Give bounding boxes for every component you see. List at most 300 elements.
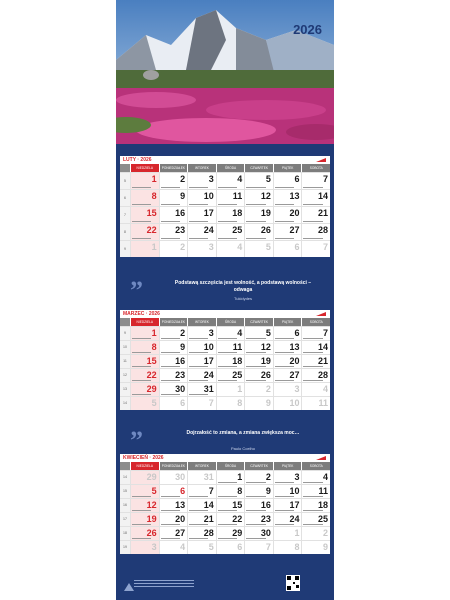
- day-number: 2: [323, 528, 329, 538]
- day-number: 17: [289, 500, 300, 510]
- nameday-text: [303, 524, 322, 525]
- day-cell: [301, 190, 330, 206]
- day-number: 26: [260, 370, 271, 380]
- week-number: 14: [120, 397, 130, 410]
- nameday-text: [161, 496, 180, 497]
- day-number: 4: [237, 328, 243, 338]
- day-number: 11: [232, 191, 243, 201]
- nameday-text: [189, 238, 208, 239]
- day-cell: [244, 327, 273, 340]
- day-number: 7: [323, 242, 329, 252]
- day-number: 3: [151, 542, 157, 552]
- day-cell: [130, 224, 159, 240]
- day-cell: [273, 369, 302, 382]
- day-number: 20: [289, 356, 300, 366]
- nameday-text: [132, 338, 151, 339]
- nameday-text: [161, 338, 180, 339]
- week-number: 7: [120, 207, 130, 223]
- day-number: 22: [146, 370, 157, 380]
- day-cell: [159, 397, 188, 410]
- day-cell: [244, 355, 273, 368]
- day-cell: [216, 513, 245, 526]
- nameday-text: [218, 238, 237, 239]
- day-number: 2: [180, 174, 186, 184]
- wall-calendar: [116, 0, 334, 600]
- day-cell: [244, 173, 273, 189]
- day-cell: [273, 513, 302, 526]
- nameday-text: [246, 538, 265, 539]
- day-number: 1: [151, 328, 157, 338]
- nameday-text: [246, 338, 265, 339]
- week-row: [120, 368, 330, 382]
- day-cell: [187, 327, 216, 340]
- week-number: 12: [120, 369, 130, 382]
- nameday-text: [161, 394, 180, 395]
- nameday-text: [246, 524, 265, 525]
- day-cell: [130, 499, 159, 512]
- week-row: [120, 396, 330, 410]
- nameday-text: [303, 496, 322, 497]
- day-number: 24: [203, 225, 214, 235]
- nameday-text: [275, 510, 294, 511]
- day-cell: [159, 341, 188, 354]
- day-cell: [130, 541, 159, 554]
- day-cell: [216, 207, 245, 223]
- week-row: [120, 484, 330, 498]
- day-number: 14: [318, 342, 329, 352]
- day-number: 1: [237, 472, 243, 482]
- day-cell: [301, 173, 330, 189]
- week-number: 9: [120, 327, 130, 340]
- day-number: 30: [260, 528, 271, 538]
- day-number: 7: [208, 398, 214, 408]
- day-number: 9: [265, 486, 271, 496]
- nameday-text: [161, 238, 180, 239]
- day-cell: [301, 369, 330, 382]
- quote-block: [120, 268, 330, 324]
- nameday-text: [246, 510, 265, 511]
- day-number: 11: [318, 486, 329, 496]
- day-cell: [273, 355, 302, 368]
- day-cell: [244, 341, 273, 354]
- nameday-text: [189, 366, 208, 367]
- day-number: 7: [323, 174, 329, 184]
- day-number: 6: [294, 242, 300, 252]
- week-number: 19: [120, 541, 130, 554]
- day-cell: [187, 341, 216, 354]
- day-cell: [273, 224, 302, 240]
- day-number: 25: [232, 370, 243, 380]
- day-cell: [273, 207, 302, 223]
- day-number: 1: [294, 528, 300, 538]
- day-number: 1: [151, 174, 157, 184]
- nameday-text: [303, 338, 322, 339]
- nameday-text: [161, 380, 180, 381]
- weekday-header: [120, 164, 330, 172]
- day-number: 2: [265, 384, 271, 394]
- nameday-text: [246, 352, 265, 353]
- nameday-text: [218, 338, 237, 339]
- week-row: [120, 240, 330, 257]
- nameday-text: [218, 510, 237, 511]
- day-number: 27: [289, 225, 300, 235]
- day-cell: [301, 207, 330, 223]
- nameday-text: [275, 352, 294, 353]
- day-cell: [216, 397, 245, 410]
- nameday-text: [132, 187, 151, 188]
- day-number: 4: [180, 542, 186, 552]
- day-cell: [301, 224, 330, 240]
- day-number: 2: [180, 328, 186, 338]
- nameday-text: [189, 187, 208, 188]
- nameday-text: [275, 366, 294, 367]
- day-number: 16: [175, 208, 186, 218]
- day-cell: [301, 499, 330, 512]
- day-cell: [187, 207, 216, 223]
- nameday-text: [218, 496, 237, 497]
- month-block: [120, 156, 330, 252]
- nameday-text: [246, 204, 265, 205]
- day-cell: [244, 527, 273, 540]
- day-cell: [130, 397, 159, 410]
- day-cell: [159, 173, 188, 189]
- day-cell: [187, 224, 216, 240]
- day-cell: [301, 527, 330, 540]
- day-cell: [130, 369, 159, 382]
- day-cell: [130, 190, 159, 206]
- day-cell: [159, 369, 188, 382]
- nameday-text: [132, 204, 151, 205]
- quote-text: Podstawą szczęścia jest wolność, a podstawą wolności – odwaga: [174, 280, 312, 293]
- quote-author: Paulo Coelho: [230, 446, 256, 451]
- nameday-text: [189, 221, 208, 222]
- weekday-label: PONIEDZIAŁEK: [159, 318, 188, 326]
- nameday-text: [161, 538, 180, 539]
- nameday-text: [161, 221, 180, 222]
- day-cell: [273, 397, 302, 410]
- qr-code-icon: [286, 575, 300, 591]
- nameday-text: [218, 380, 237, 381]
- day-cell: [216, 241, 245, 257]
- day-number: 7: [323, 328, 329, 338]
- day-number: 8: [151, 342, 157, 352]
- nameday-text: [275, 496, 294, 497]
- day-number: 12: [146, 500, 157, 510]
- nameday-text: [303, 366, 322, 367]
- weekday-label: SOBOTA: [301, 462, 330, 470]
- day-cell: [216, 173, 245, 189]
- day-cell: [216, 224, 245, 240]
- publisher-mark-icon: [316, 158, 326, 162]
- week-row: [120, 512, 330, 526]
- day-number: 5: [265, 242, 271, 252]
- day-number: 18: [318, 500, 329, 510]
- day-cell: [159, 383, 188, 396]
- weekday-label: PONIEDZIAŁEK: [159, 462, 188, 470]
- day-number: 23: [175, 370, 186, 380]
- nameday-text: [246, 366, 265, 367]
- day-number: 10: [289, 486, 300, 496]
- nameday-text: [189, 338, 208, 339]
- day-number: 14: [318, 191, 329, 201]
- day-cell: [159, 241, 188, 257]
- day-number: 25: [232, 225, 243, 235]
- day-cell: [159, 190, 188, 206]
- day-number: 24: [203, 370, 214, 380]
- day-number: 17: [203, 356, 214, 366]
- nameday-text: [218, 482, 237, 483]
- day-cell: [301, 355, 330, 368]
- day-number: 24: [289, 514, 300, 524]
- weekday-label: ŚRODA: [216, 318, 245, 326]
- day-number: 3: [208, 242, 214, 252]
- day-number: 8: [294, 542, 300, 552]
- day-number: 6: [237, 542, 243, 552]
- nameday-text: [132, 366, 151, 367]
- day-cell: [301, 541, 330, 554]
- week-row: [120, 526, 330, 540]
- weekday-label: PIĄTEK: [273, 462, 302, 470]
- day-number: 19: [260, 356, 271, 366]
- weekday-label: ŚRODA: [216, 164, 245, 172]
- day-number: 9: [180, 191, 186, 201]
- week-row: [120, 354, 330, 368]
- day-cell: [244, 513, 273, 526]
- week-row: [120, 340, 330, 354]
- nameday-text: [132, 496, 151, 497]
- day-number: 10: [289, 398, 300, 408]
- days-grid: [120, 470, 330, 550]
- day-number: 3: [208, 174, 214, 184]
- nameday-text: [246, 238, 265, 239]
- week-row: [120, 206, 330, 223]
- nameday-text: [218, 352, 237, 353]
- day-number: 31: [203, 384, 214, 394]
- nameday-text: [218, 187, 237, 188]
- weekday-label: CZWARTEK: [244, 462, 273, 470]
- day-cell: [187, 485, 216, 498]
- day-cell: [216, 327, 245, 340]
- day-cell: [216, 527, 245, 540]
- weekday-label: WTOREK: [187, 164, 216, 172]
- month-name: LUTY · 2026: [123, 157, 152, 163]
- weekday-label: PIĄTEK: [273, 164, 302, 172]
- weekday-label: SOBOTA: [301, 164, 330, 172]
- week-number: 5: [120, 173, 130, 189]
- day-number: 3: [208, 328, 214, 338]
- weekday-label: NIEDZIELA: [130, 462, 159, 470]
- day-cell: [273, 327, 302, 340]
- day-number: 30: [175, 472, 186, 482]
- day-number: 11: [318, 398, 329, 408]
- nameday-text: [132, 510, 151, 511]
- week-number: 16: [120, 499, 130, 512]
- days-grid: [120, 326, 330, 406]
- days-grid: [120, 172, 330, 252]
- day-cell: [187, 190, 216, 206]
- day-cell: [301, 513, 330, 526]
- day-cell: [130, 241, 159, 257]
- day-cell: [273, 173, 302, 189]
- day-number: 25: [318, 514, 329, 524]
- day-cell: [244, 499, 273, 512]
- day-number: 17: [203, 208, 214, 218]
- day-cell: [130, 485, 159, 498]
- day-number: 5: [208, 542, 214, 552]
- day-number: 6: [180, 486, 186, 496]
- quote-text: Dojrzałość to zmiana, a zmiana zwiększa moc…: [186, 430, 300, 436]
- day-number: 19: [260, 208, 271, 218]
- nameday-text: [161, 524, 180, 525]
- day-number: 26: [260, 225, 271, 235]
- day-cell: [301, 397, 330, 410]
- week-row: [120, 498, 330, 512]
- day-number: 15: [146, 356, 157, 366]
- nameday-text: [161, 510, 180, 511]
- day-cell: [216, 355, 245, 368]
- day-cell: [159, 327, 188, 340]
- day-number: 9: [180, 342, 186, 352]
- day-number: 21: [318, 356, 329, 366]
- day-number: 13: [289, 191, 300, 201]
- day-cell: [187, 397, 216, 410]
- nameday-text: [218, 366, 237, 367]
- day-number: 9: [265, 398, 271, 408]
- day-cell: [216, 383, 245, 396]
- weekday-label: PIĄTEK: [273, 318, 302, 326]
- nameday-text: [161, 352, 180, 353]
- nameday-text: [246, 496, 265, 497]
- day-number: 4: [323, 472, 329, 482]
- week-number: 15: [120, 485, 130, 498]
- weekday-label: NIEDZIELA: [130, 164, 159, 172]
- nameday-text: [303, 221, 322, 222]
- nameday-text: [161, 366, 180, 367]
- publisher-info: [134, 578, 194, 587]
- day-number: 2: [265, 472, 271, 482]
- day-number: 1: [237, 384, 243, 394]
- day-number: 23: [260, 514, 271, 524]
- day-number: 28: [318, 225, 329, 235]
- nameday-text: [275, 338, 294, 339]
- day-cell: [159, 207, 188, 223]
- day-number: 23: [175, 225, 186, 235]
- day-cell: [273, 383, 302, 396]
- day-number: 5: [265, 328, 271, 338]
- nameday-text: [303, 510, 322, 511]
- nameday-text: [303, 204, 322, 205]
- day-number: 18: [232, 208, 243, 218]
- day-cell: [187, 527, 216, 540]
- mountain-photo: [116, 0, 334, 144]
- weekday-label: WTOREK: [187, 462, 216, 470]
- day-number: 29: [232, 528, 243, 538]
- day-cell: [130, 207, 159, 223]
- day-number: 5: [265, 174, 271, 184]
- weekday-label: CZWARTEK: [244, 318, 273, 326]
- day-cell: [216, 541, 245, 554]
- day-cell: [244, 541, 273, 554]
- day-number: 27: [289, 370, 300, 380]
- day-cell: [216, 485, 245, 498]
- nameday-text: [189, 204, 208, 205]
- nameday-text: [303, 187, 322, 188]
- nameday-text: [132, 394, 151, 395]
- day-number: 12: [260, 191, 271, 201]
- day-cell: [273, 341, 302, 354]
- day-cell: [187, 499, 216, 512]
- month-header: [120, 156, 330, 164]
- nameday-text: [132, 221, 151, 222]
- day-cell: [130, 341, 159, 354]
- week-row: [120, 382, 330, 396]
- nameday-text: [275, 482, 294, 483]
- nameday-text: [132, 524, 151, 525]
- day-cell: [159, 527, 188, 540]
- day-cell: [216, 341, 245, 354]
- weekday-label: CZWARTEK: [244, 164, 273, 172]
- day-cell: [130, 527, 159, 540]
- day-number: 9: [323, 542, 329, 552]
- day-number: 18: [232, 356, 243, 366]
- week-number: 17: [120, 513, 130, 526]
- day-cell: [159, 224, 188, 240]
- day-cell: [159, 499, 188, 512]
- day-cell: [273, 541, 302, 554]
- day-number: 11: [232, 342, 243, 352]
- weekday-label: SOBOTA: [301, 318, 330, 326]
- day-cell: [130, 327, 159, 340]
- day-number: 28: [318, 370, 329, 380]
- day-number: 7: [265, 542, 271, 552]
- nameday-text: [161, 204, 180, 205]
- week-row: [120, 172, 330, 189]
- day-cell: [159, 541, 188, 554]
- nameday-text: [246, 221, 265, 222]
- month-name: MARZEC · 2026: [123, 311, 160, 317]
- day-cell: [187, 541, 216, 554]
- day-cell: [130, 355, 159, 368]
- nameday-text: [189, 352, 208, 353]
- day-cell: [244, 207, 273, 223]
- day-number: 8: [237, 398, 243, 408]
- day-number: 8: [237, 486, 243, 496]
- month-name: KWIECIEŃ · 2026: [123, 455, 164, 461]
- nameday-text: [246, 187, 265, 188]
- nameday-text: [275, 204, 294, 205]
- nameday-text: [275, 380, 294, 381]
- day-cell: [130, 383, 159, 396]
- day-cell: [159, 355, 188, 368]
- weekday-label: NIEDZIELA: [130, 318, 159, 326]
- day-number: 16: [175, 356, 186, 366]
- week-number: 10: [120, 341, 130, 354]
- nameday-text: [132, 380, 151, 381]
- nameday-text: [132, 352, 151, 353]
- quote-mark-icon: ”: [130, 426, 143, 455]
- week-number: 6: [120, 190, 130, 206]
- nameday-text: [246, 482, 265, 483]
- day-number: 29: [146, 472, 157, 482]
- day-cell: [216, 369, 245, 382]
- nameday-text: [189, 394, 208, 395]
- week-number: 18: [120, 527, 130, 540]
- day-number: 5: [151, 486, 157, 496]
- day-cell: [301, 383, 330, 396]
- nameday-text: [218, 524, 237, 525]
- nameday-text: [303, 380, 322, 381]
- weekday-label: PONIEDZIAŁEK: [159, 164, 188, 172]
